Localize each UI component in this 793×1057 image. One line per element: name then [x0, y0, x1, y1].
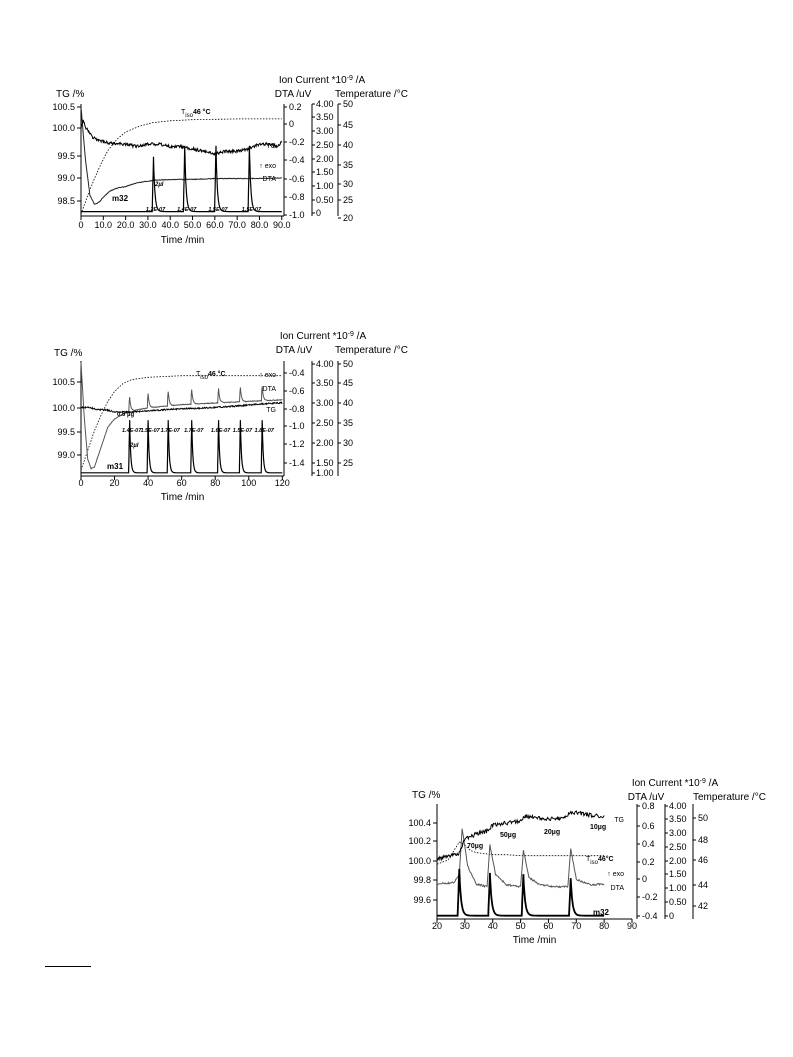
chart3-tg-tick-label: 99.8 [413, 875, 431, 885]
chart3-ion-tick-label: 4.00 [669, 801, 687, 811]
chart3-ion-tick-label: 3.00 [669, 828, 687, 838]
chart3-x-tick-label: 80 [599, 921, 610, 931]
chart3-series-ion [437, 869, 604, 916]
chart3-dta-label: DTA /uV [627, 792, 665, 803]
chart1-peak-value-label: 1.2E-07 [145, 207, 166, 213]
chart3-ion-label: Ion Current $*10^{-9}$ /A [631, 777, 719, 789]
chart2-legend-exo: ↑ exo [259, 372, 276, 379]
chart2-peak-value-label: 1.5E-07 [140, 428, 160, 434]
chart1-tiso-sub: iso [185, 113, 193, 119]
chart1-temp-label: Temperature /°C [335, 89, 408, 100]
chart2-ion-tick-label: 1.50 [316, 458, 334, 468]
chart1-tg-tick-label: 99.0 [57, 173, 75, 183]
chart3-ion-tick-label: 0 [669, 911, 675, 921]
chart1-tg-tick-label: 99.5 [57, 151, 75, 161]
chart2-tg-label: TG /% [54, 348, 83, 359]
chart3-dta-tick-label: 0.6 [642, 821, 655, 831]
chart2-dta-tick-label: -1.2 [289, 439, 305, 449]
chart3-tiso-label: $T_{iso}46^\circ C$ [586, 856, 614, 866]
chart2-legend-tg: TG [266, 407, 276, 414]
chart1-ion-tick-label: 4.00 [316, 99, 334, 109]
chart1-legend-tg: TG [266, 143, 276, 150]
chart3-ion-label-unit: /A [705, 778, 719, 789]
chart3-x-tick-label: 40 [487, 921, 498, 931]
chart1-ion-label-exp: -9 [346, 74, 353, 82]
chart3-temp-label: Temperature /°C [693, 792, 766, 803]
chart2-temp-tick-label: 30 [343, 438, 354, 448]
chart1-tg-tick-label: 100.0 [52, 123, 75, 133]
chart1-series-dta [81, 107, 282, 204]
chart2-ion-tick-label: 3.50 [316, 378, 334, 388]
chart2-temp-label: Temperature /°C [335, 345, 408, 356]
chart3-dta-tick-label: 0.8 [642, 801, 655, 811]
chart1-x-tick-label: 60.0 [206, 220, 224, 230]
chart2-dta-tick-label: -1.0 [289, 421, 305, 431]
chart1-tiso-value: 46 °C [192, 109, 211, 116]
chart1-temp-tick-label: 40 [343, 140, 354, 150]
chart3-ion-label-exp: -9 [699, 777, 706, 785]
chart3-dose-label: 20µg [544, 829, 561, 836]
chart3-ion-tick-label: 0.50 [669, 897, 687, 907]
chart1-temp-tick-label: 45 [343, 120, 354, 130]
chart3-dta-tick-label: 0 [642, 874, 648, 884]
chart3-tg-tick-label: 100.0 [408, 856, 431, 866]
chart3-x-label: Time /min [512, 935, 557, 946]
chart1-x-tick-label: 0 [78, 220, 84, 230]
chart2-x-tick-label: 20 [109, 478, 120, 488]
chart1-dta-tick-label: -1.0 [289, 210, 305, 220]
chart2-tg-tick-label: 99.0 [57, 450, 75, 460]
chart1-x-label: Time /min [160, 235, 205, 246]
chart1-dta-tick-label: -0.6 [289, 174, 305, 184]
chart3-tiso-value: 46°C [597, 856, 614, 863]
chart1-peak-value-label: 1.4E-07 [177, 207, 197, 213]
chart2-series-tg [81, 402, 282, 412]
chart3-tiso-sub: iso [590, 860, 598, 866]
chart3-ion-tick-label: 1.00 [669, 883, 687, 893]
chart3-x-tick-label: 20 [431, 921, 443, 931]
chart3-tg-tick-label: 99.6 [413, 895, 431, 905]
chart1-ion-label-unit: /A [352, 75, 366, 86]
chart2-peak-value-label: 1.6E-07 [210, 428, 231, 434]
chart2-ion-tick-label: 2.00 [316, 438, 334, 448]
chart1-legend-dta: DTA [262, 176, 276, 183]
chart3-ion-tick-label: 3.50 [669, 814, 687, 824]
chart1-temp-tick-label: 50 [343, 99, 354, 109]
chart1-x-tick-label: 90.0 [273, 220, 291, 230]
chart2-mass-label: 0.6 µg [117, 412, 135, 418]
chart2-peak-value-label: 1.4E-07 [122, 428, 142, 434]
chart3-tg-tick-label: 100.4 [408, 818, 431, 828]
chart3-dta-tick-label: 0.2 [642, 857, 655, 867]
chart2-ion-tick-label: 1.00 [316, 468, 334, 478]
chart1-ion-tick-label: 1.00 [316, 181, 334, 191]
chart3-ion-tick-label: 2.50 [669, 842, 687, 852]
chart1-x-tick-label: 70.0 [228, 220, 246, 230]
chart2-ion-tick-label: 4.00 [316, 359, 334, 369]
chart2-dta-tick-label: -0.6 [289, 386, 305, 396]
chart2-x-tick-label: 120 [274, 478, 290, 488]
chart1-tg-tick-label: 100.5 [52, 102, 75, 112]
chart1-dose-label: 2µl [155, 182, 164, 188]
chart1-x-tick-label: 50.0 [183, 220, 202, 230]
chart2-temp-tick-label: 35 [343, 418, 354, 428]
chart1-temp-tick-label: 25 [343, 195, 354, 205]
chart3-series-dta [437, 829, 604, 888]
chart3-x-tick-label: 50 [515, 921, 526, 931]
chart2-x-tick-label: 40 [143, 478, 154, 488]
chart1-peak-value-label: 1.5E-07 [241, 207, 262, 213]
chart2-ion-label-exp: -9 [347, 330, 354, 338]
chart1-tiso-label: $T_{iso}46$ °C [181, 109, 211, 119]
chart2-tg-tick-label: 100.5 [52, 377, 75, 387]
chart2-dta-tick-label: -0.8 [289, 404, 305, 414]
chart1-ion-tick-label: 3.00 [316, 126, 334, 136]
chart1-series-tg [81, 120, 282, 155]
chart2-tiso-sub: iso [200, 375, 208, 381]
chart3-temp-tick-label: 48 [698, 835, 709, 845]
chart1-temp-tick-label: 20 [343, 213, 354, 223]
chart3-legend-ion: m32 [592, 908, 609, 917]
chart1-dta-tick-label: 0.2 [289, 102, 302, 112]
chart1-ion-tick-label: 1.50 [316, 167, 334, 177]
chart2-peak-value-label: 1.5E-07 [232, 428, 253, 434]
chart1-ion-tick-label: 0.50 [316, 195, 334, 205]
chart1-dta-tick-label: -0.4 [289, 155, 305, 165]
chart3-dose-label: 70µg [467, 843, 484, 850]
chart1-x-tick-label: 40.0 [161, 220, 179, 230]
chart3-x-tick-label: 30 [459, 921, 470, 931]
chart1-x-tick-label: 30.0 [139, 220, 157, 230]
chart3-x-tick-label: 70 [571, 921, 582, 931]
chart1-temp-tick-label: 30 [343, 179, 354, 189]
chart2-dose-label: 2µl [130, 443, 139, 449]
chart2-peak-value-label: 1.8E-07 [254, 428, 274, 434]
chart2-x-tick-label: 0 [78, 478, 84, 488]
chart2-ion-label-unit: /A [353, 331, 367, 342]
chart3-dta-tick-label: -0.4 [642, 911, 658, 921]
chart3-dose-label: 10µg [590, 824, 607, 831]
chart1-x-tick-label: 10.0 [94, 220, 113, 230]
chart2-tiso-label: $T_{iso}46$ °C [196, 371, 226, 381]
chart2-ion-tick-label: 3.00 [316, 398, 334, 408]
chart1-dta-tick-label: -0.2 [289, 137, 305, 147]
chart3-temp-tick-label: 50 [698, 813, 709, 823]
chart1-ion-tick-label: 0 [316, 208, 322, 218]
chart1-ion-tick-label: 3.50 [316, 112, 334, 122]
chart2-dta-tick-label: -1.4 [289, 458, 305, 468]
chart1-dta-tick-label: 0 [289, 119, 295, 129]
chart2-dta-label: DTA /uV [275, 345, 313, 356]
chart1-tg-tick-label: 98.5 [57, 196, 75, 206]
chart2-temp-tick-label: 50 [343, 359, 354, 369]
chart2-tiso-value: 46 °C [207, 371, 226, 378]
chart2-ion-label: Ion Current $*10^{-9}$ /A [279, 330, 367, 342]
chart3-legend-dta: DTA [610, 885, 624, 892]
chart1-peak-value-label: 1.5E-07 [208, 207, 228, 213]
chart2-tg-tick-label: 100.0 [52, 403, 75, 413]
chart3-legend-exo: ↑ exo [607, 871, 624, 878]
chart1-legend-ion: m32 [112, 194, 129, 203]
chart2-temp-tick-label: 25 [343, 458, 354, 468]
chart2-temp-tick-label: 45 [343, 378, 354, 388]
chart3-ion-tick-label: 1.50 [669, 869, 687, 879]
chart2-legend-dta: DTA [262, 386, 276, 393]
chart3-x-tick-label: 60 [543, 921, 554, 931]
chart2-ion-tick-label: 2.50 [316, 418, 334, 428]
chart3-dta-tick-label: 0.4 [642, 839, 655, 849]
chart2-x-label: Time /min [160, 492, 205, 503]
chart3-temp-tick-label: 44 [698, 880, 709, 890]
chart1-ion-label: Ion Current $*10^{-9}$ /A [278, 74, 366, 86]
chart3-temp-tick-label: 42 [698, 901, 709, 911]
chart3-tg-label: TG /% [412, 790, 441, 801]
footnote-rule [45, 966, 91, 967]
chart3-x-tick-label: 90 [626, 921, 638, 931]
chart1-tg-label: TG /% [56, 89, 85, 100]
chart3-ion-tick-label: 2.00 [669, 856, 687, 866]
chart2-legend-ion: m31 [107, 462, 124, 471]
chart2-dta-tick-label: -0.4 [289, 368, 305, 378]
chart2-tg-tick-label: 99.5 [57, 427, 75, 437]
chart2-temp-tick-label: 40 [343, 398, 354, 408]
chart3-dta-tick-label: -0.2 [642, 892, 658, 902]
chart2-x-tick-label: 100 [241, 478, 257, 488]
chart1-dta-tick-label: -0.8 [289, 192, 305, 202]
chart2-peak-value-label: 1.7E-07 [184, 428, 204, 434]
chart1-x-tick-label: 80.0 [250, 220, 269, 230]
chart3-dose-label: 50µg [500, 832, 517, 839]
chart3-tg-tick-label: 100.2 [408, 836, 431, 846]
chart3-temp-tick-label: 46 [698, 855, 709, 865]
chart1-ion-tick-label: 2.50 [316, 140, 334, 150]
chart1-legend-exo: ↑ exo [259, 163, 276, 170]
chart2-x-tick-label: 80 [210, 478, 221, 488]
chart2-series-dta [81, 363, 282, 469]
chart2-x-tick-label: 60 [176, 478, 187, 488]
chart1-temp-tick-label: 35 [343, 160, 354, 170]
chart3-legend-tg: TG [614, 817, 624, 824]
chart1-dta-label: DTA /uV [274, 89, 312, 100]
chart2-peak-value-label: 1.7E-07 [160, 428, 180, 434]
chart1-x-tick-label: 20.0 [116, 220, 135, 230]
chart1-ion-tick-label: 2.00 [316, 154, 334, 164]
